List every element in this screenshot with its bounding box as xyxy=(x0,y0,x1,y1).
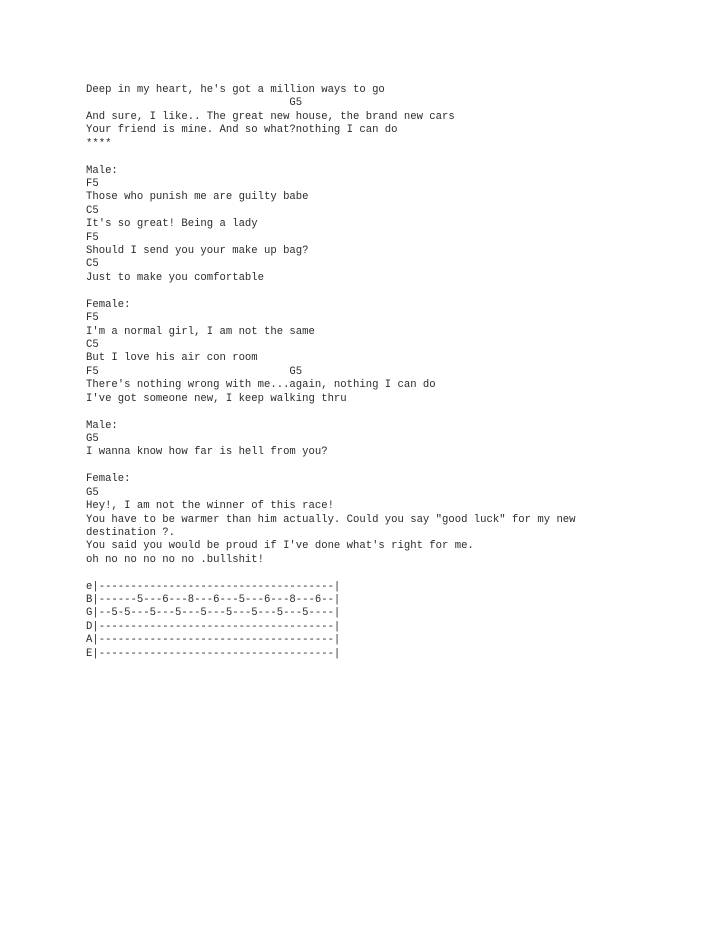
lyric-line: There's nothing wrong with me...again, nothing I can do xyxy=(86,379,436,392)
tab-string-d: D|-------------------------------------| xyxy=(86,620,341,633)
lyric-line: Just to make you comfortable xyxy=(86,271,265,284)
chord-line: C5 xyxy=(86,204,99,217)
lyric-line: You have to be warmer than him actually. Could you say "good luck" for my new xyxy=(86,513,576,526)
chord-line: G5 xyxy=(86,97,303,110)
lyric-line: And sure, I like.. The great new house, the brand new cars xyxy=(86,110,455,123)
lyric-line: Your friend is mine. And so what?nothing I can do xyxy=(86,124,398,137)
blank-line xyxy=(86,567,706,580)
tab-string-g: G|--5-5---5---5---5---5---5---5---5----| xyxy=(86,607,341,620)
lyric-line: I wanna know how far is hell from you? xyxy=(86,446,328,459)
blank-line xyxy=(86,285,706,298)
blank-line xyxy=(86,151,706,164)
lyric-line: You said you would be proud if I've done what's right for me. xyxy=(86,540,474,553)
lyric-line: I'm a normal girl, I am not the same xyxy=(86,325,315,338)
tab-string-low-e: E|-------------------------------------| xyxy=(86,647,341,660)
section-heading: Male: xyxy=(86,419,118,432)
lyric-line: Hey!, I am not the winner of this race! xyxy=(86,500,334,513)
blank-line xyxy=(86,460,706,473)
tab-string-e: e|-------------------------------------| xyxy=(86,580,341,593)
section-heading: Male: xyxy=(86,164,118,177)
chord-line: C5 xyxy=(86,339,99,352)
verse-intro-block xyxy=(86,84,706,151)
section-heading: Female: xyxy=(86,473,131,486)
separator-line: **** xyxy=(86,137,112,150)
section-heading: Female: xyxy=(86,298,131,311)
lyric-line: But I love his air con room xyxy=(86,352,258,365)
lyric-line: oh no no no no no .bullshit! xyxy=(86,553,265,566)
tab-string-a: A|-------------------------------------| xyxy=(86,634,341,647)
lyric-line: Deep in my heart, he's got a million ways to go xyxy=(86,84,385,96)
chord-line: G5 xyxy=(86,486,99,499)
chord-line: F5 xyxy=(86,231,99,244)
tab-string-b: B|------5---6---8---6---5---6---8---6--| xyxy=(86,594,341,607)
chord-line: F5 xyxy=(86,312,99,325)
chord-line: F5 xyxy=(86,177,99,190)
male-section-2 xyxy=(86,420,706,460)
chord-line: C5 xyxy=(86,258,99,271)
lyric-line: It's so great! Being a lady xyxy=(86,218,258,231)
lyric-line: destination ?. xyxy=(86,526,176,539)
lyrics-document xyxy=(86,84,706,661)
chord-line: G5 xyxy=(86,432,99,445)
lyric-line: Should I send you your make up bag? xyxy=(86,245,309,258)
blank-line xyxy=(86,406,706,419)
female-section-1 xyxy=(86,299,706,406)
lyric-line: I've got someone new, I keep walking thru xyxy=(86,392,347,405)
lyric-line: Those who punish me are guilty babe xyxy=(86,191,309,204)
guitar-tablature xyxy=(86,581,706,662)
female-section-2 xyxy=(86,473,706,567)
male-section-1 xyxy=(86,165,706,286)
chord-line: F5 G5 xyxy=(86,365,303,378)
